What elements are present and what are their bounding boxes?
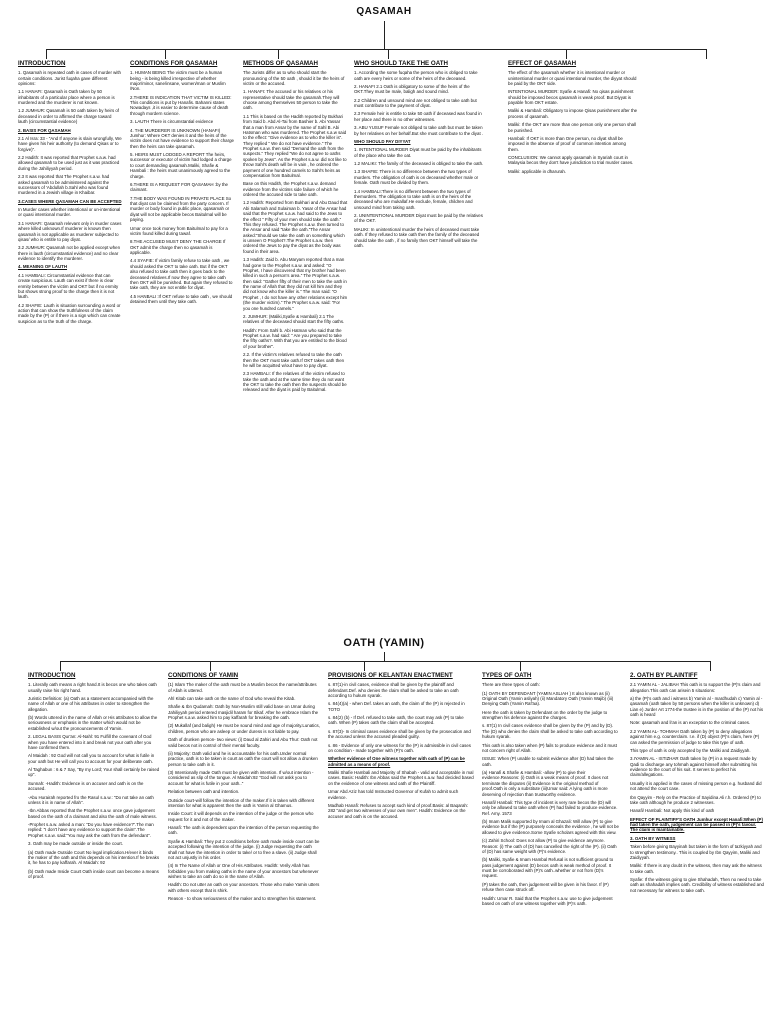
paragraph: 4.4 SYAFIE: If victim family refuse to take oath , we should asked the OKT to take oath. But if the OKT also refused to take oath then it goes back to the deceased relatives.If now they agree to take oath then OKT will be punished. But again they refused to take oath, they are not entitle for diyat. [130,258,233,291]
paragraph: 3.IYAMIN AL - ISTIZHAR Oath taken by (P) in a request made by Qadi to discharge any tohmah against himself after submitting his evidence to the court of his suit. It serves to perfect his claim/allegations. [630,756,758,778]
paragraph: 1.2 Hadith: Reported from Bukhari and Abu Daud that Abi Salamah and Sulaiman b. Yasar of the Ansar had said that the Prophet s.a.w. had said to the Jews to the effect " Fifty of your men should take the oath." This they refused. The Prophet s.a.w. then turned to the Ansar and said "take the oath."The Ansar asked:"Should we take the oath on something which is unseen O Prophet?.The Prophet s.a.w. then ordered the Jews to pay the diyat as the body was found in their area. [243,200,348,254]
paragraph: (a) Oath made Outside Court No legal implication.H/ever it binds the maker of the oath and this depends on his intention.If he breaks it, he has to pay kaffarah. Al Maidah: 92 [28,849,160,866]
paragraph: 2.3 It was reported that The Prophet s.a.w. had asked qasamah to be administered against the successors of 'Abdullah b.Sahl who was found murdered in a Jewish village in Khaibar. [18,174,110,196]
qasamah-introduction-column [18,60,122,620]
paragraph: 1. HUMAN BEING The victim must be a human being - is being killed irrespective of whether major/minor, sane/insane, women/man or Muslim /Non. [130,70,226,92]
paragraph: The effect of the qasamah whether it is intentional murder or unintentional murder or quasi intentional murder, the diyyat should be paid by the OKT side. [508,70,637,86]
paragraph: s. 84(2) (b) - If Def. refused to take oath, the court may ask (P) to take oath. When (P) takes oath the claim shall be accepted. [328,715,464,726]
paragraph: Ahl Kitab can take oath on the name of God who reveal the Kitab. [168,695,296,701]
paragraph: 1. Literally oath means a right hand.It is becos one who takes oath usually raise his right hand. [28,682,157,693]
column-heading: METHODS OF QASAMAH [243,60,318,67]
paragraph: s. 87(1) In civil cases evidence shall be given by the (P) and by (D). The (D) who denies the claim shall be asked to take oath according to hukum syarak. [482,723,618,740]
oath-introduction-column [28,672,160,1022]
paragraph: Maliki: If the OKT are more than one person only one person shall be punished. [508,122,637,133]
paragraph: Maliki & Hambali: Obligatory to impose Qisas punishment after the process of qasamah. [508,108,638,119]
paragraph: 1. HANAFI: The accused or his relatives or his representative should take the qasamah.They will choose among themselves 50 person to take the oath. [243,89,340,111]
bottom-drop-line [60,661,61,671]
paragraph: Hanafi/ Hanbali: This type of incident is very rare becos the (D) will only be allowed to take oath when (P) had failed to produce evidence. Ref. Amy. 1573 [482,799,618,816]
paragraph: Relation between oath and intention. [168,789,240,795]
paragraph: Maliki: If there is any doubt in the witness, then may ask the witness to take oath. [630,863,762,874]
paragraph: Hanafi: The oath is dependent upon the intention of the person requesting the oath. [168,825,319,836]
paragraph: Inside Court: it will depends on the intention of the judge or the person who request for it and not of the maker. [168,811,314,822]
paragraph: CONCLUSION: We cannot apply qasamah in Syariah court in Malaysia becos they don't have jurisdiction to trial murder cases. [508,155,634,166]
paragraph: 1.2 MALIKI: The family of the deceased is obliged to take the oath. [354,161,484,166]
paragraph: Hambali: If OKT is more than One person, no diyat shall be imposed in the absence of proof of common intention among them. [508,135,626,152]
paragraph: The Jurists differ as to who should start the pronouncing of the 50 oath , should it be the heirs of victim or the accused. [243,70,345,86]
who-should-take-oath-column [354,60,484,620]
paragraph: Taken before giving Bayyinah but taken in the form of tazkiyyah and to strengthen testimony.. This is coupled by Ibn Qayyim, Maliki and Zaidiyyah. [630,844,762,860]
paragraph: 2.3 Female heir is entitle to take 50 oath if deceased was found in her place and there is no other witnesses. [354,111,482,122]
paragraph: 2.3 HAMBALI: If the relatives of the victim refused to take the oath and at the same time they do not want the OKT to take the oath then the suspects should be released and the diyat is paid by Baitulmal. [243,371,347,393]
paragraph: Madhab Hanafi: Refuses to accept such kind of proof.Basis: al Baqarah: 282 "and get two witnesses of your own men". Hadith: Evidence on the accuser and oath is on the accused. [328,802,469,819]
paragraph: This oath is also taken when (P) fails to produce evidence and it must not concern right of Allah. [482,742,617,753]
paragraph: s. 84(4)(a) - when Def. takes an oath, the claim of the (P) is rejected in TOTO [328,701,465,712]
paragraph: (3) Intentionally made Oath must be given with intention. If w/out intention - considered as slip of the tongue. Al Maidah:92 "God will not askk you to account for what is futile in your oath.." [168,770,314,786]
paragraph: (b) Oath made Inside Court Oath inside court can become a means of proof. [28,868,159,879]
paragraph: INTENTIONAL MURDER: Syafie & Hanafi: No qisas punishment should be imposed becos qasamah is weak proof. But Diyyat is payable from OKT estate. [508,89,634,105]
paragraph: 4. THE MURDERER IS UNKNOWN (HANAFI) Jumhur: Where OKT denies it and the heirs of the victim does not have evidence to support their charge then the heirs can take qasamah. [130,127,234,149]
paragraph: Hanafi/ Hambali: Not apply this kind of oath [630,808,715,814]
subheading: 3.CASES WHERE QASAMAH CAN BE ACCEPTED [18,198,122,204]
paragraph: Ibn Qayyim - Rely on the Practice of Sayidina Ali r.h. Ordered (P) to take oath although he produce 2 witnesses. [630,794,761,805]
document-title-oath-yamin: OATH (YAMIN) [343,637,425,649]
column-heading: TYPES OF OATH [482,672,532,679]
column-heading: CONDITIONS FOR QASAMAH [130,60,218,67]
paragraph: 2.2 Children and unsound mind are not obliged to take oath but must contribute to the payment of diyat. [354,97,477,108]
effect-of-qasamah-column [508,60,638,620]
paragraph: 1. INTENTIONAL MURDER Diyat must be paid by the inhabitants of the place who take the oat. [354,147,482,158]
paragraph: 2. LEGAL BASIS Qur'an: Al-Nahl: 91 Fulfill the covenant of God when you have entered into it and break not your oath after you have confirmed them. [28,734,152,750]
top-drop-line [706,49,707,59]
paragraph: Maliki Shafie Hambali and Majority of Shabah - valid and acceptable in mal cases. Basis: Hadith: Ibn Abbas said the Prophet s.a.w. had decided based on the evidence of one witness and oath of the Plaintiff. [328,770,474,786]
paragraph: Maliki: applicable in dharurah. [508,168,567,174]
conditions-for-qasamah-column [130,60,234,620]
top-drop-line [566,49,567,59]
paragraph: Hadith: Umar R. Said that the Prophet s.a.w. use to give judgement based on oath of one witness together with (P)'s oath. [482,895,613,906]
paragraph: 2.THERE IS INDICATION THAT VICTIM IS KILLED: This conditions is put by Hanafis. Bahanni states Nowadays ,it is easier to determine cause of death through mordern science. [130,94,232,116]
paragraph: 3. ABU YUSUF Female not obliged to take oath but must be taken by her relatives on her behalf.But she must contribute to the diyat . [354,125,484,136]
paragraph: Note: qasamah and li'an is an exception to the criminal cases. [630,720,751,726]
paragraph: s. 87(1)-in civil cases, evidence shall be given by the plaintiff and defendant.Def. who denies the claim shall be asked to take an oath according to hukum syarak. [328,682,459,698]
paragraph: Umar Abd Aziz has told Instructed Governor of Kufah to admit such evidence. [328,789,459,800]
paragraph: 2.2 YAMIN AL- TOHMAH Oath taken by (P) to deny allegations against him e.g. counterclaim. I.e. if (D) object (P)'s claim, here (P) can asked the permission of judge to take this type of oath. [630,728,760,745]
paragraph: Usually it is applied in the cases of missing person e.g. husband did not attend the court case. [630,780,762,792]
paragraph: (b) Words uttered in the name of Allah or His attributes to allow the seriousness or emphasis in the matter which would not be established w/out the pronouncements of Yamin. [28,715,158,731]
bottom-drop-line [710,661,711,671]
paragraph: 2.2 Hadith: It was reported that Prophet s.a.w. had allowed qasamah to be used just as it was practiced during the Jahiliyyah period. [18,155,120,171]
paragraph: (b) Imam Malik supported by Imam al Ghazali: Will allow (P) to give evidence but if the (P) purposely conceals the evidence , he will not be allowed to give evidence.Some Syafie scholars agreed with this view. [482,819,619,835]
paragraph: Juristic Definition: (a) Oath as a statement accompanied with the name of Allah or one of his attributes in order to strengthen the allegation. [28,695,154,712]
paragraph: 3.2 JUMHUR: Qasamah not be applied except when there is lauth (circumstantial evidence) and no clear evidence to identify the murderer. [18,245,121,261]
paragraph: 8.THE ACCUSED MUST DENY THE CHARGE If OKT admit the charge then no qasamah is applicable. [130,239,226,255]
paragraph: (1) Islam The maker of the oath must be a Muslim becos the name/attributes of Allah is uttered. [168,682,317,693]
paragraph: 1.2 JUMHUR: Qasamah is 50 oath taken by heirs of deceased in order to affirmed the charge toward lauth (circumstantial evidence) [18,108,120,125]
paragraph: Umar once took money from Baitulmal to pay for a victim found killed during tawaf. [130,225,228,236]
paragraph: -Abu Hurairah reported fro the Rasul s.a.w.: "Do not take an oath unless it is in name of Allah". [28,794,154,805]
paragraph: 5. HEIRS MUST LODGED A REPORT The heirs, successor or executor of victim had lodged a charge to court demanding qasamah.Maliki, Shafie & Hambali : the heirs must unanimously agreed to the charge. [130,152,232,179]
column-heading: WHO SHOULD TAKE THE OATH [354,60,448,67]
paragraph: ISSUE: When (P) unable to submit evidence after (D) had taken the oath. [482,756,614,767]
paragraph: 3. Oath may be made outside or inside the court. [28,841,123,847]
conditions-of-yamin-column [168,672,320,1022]
top-drop-line [46,49,47,59]
paragraph: 2. UNINTENTIONAL MURDER Diyat must be paid by the relatives of the OKT. [354,213,483,224]
paragraph: Oath of drunken person- two views: (i) Daud al Zahiri and Abu Thur: Oath not valid becos not in control of their mental faculty. [168,737,318,748]
top-drop-line [388,49,389,59]
paragraph: (ii) Majority: Oath valid and he is accountable for his oath.Under normal practice, oath is to be taken in court as oath the court will not allow a drunken person to take oath in it. [168,750,318,767]
subheading: 2. BASIS FOR QASAMAH [18,127,71,133]
paragraph: This type of oath is only accepted by the Maliki and Zaidiyyah. [630,747,751,753]
paragraph: 4.1 HAMBALI: Circumstantial evidence that can create suspicious. Lauth can exist if there is clear enmity between the victim and OKT but if no enmity but shows strong proof to the charge then it is not lauth. [18,272,119,300]
paragraph: 2.2. If the victim's relatives refused to take the oath then the OKT must take oath.If OKT takes oath then he will be acquitted w/out have to pay diyat. [243,352,345,368]
paragraph: Shafie & Ibn Qudamah: Oath by Non-Muslim still valid base on Umar during Jahiliyyah period entered masjidil haram for Itikaf. After he embrace Islam the Prophet s.a.w. asked him to pay kaffarah for breaking the oath. [168,704,319,720]
paragraph: Whether evidence of One witness together with oath of (P) can be admitted as a means of proof. [328,756,465,767]
paragraph: There are three types of oath: [482,682,540,688]
paragraph: Sunnah: -Hadith: Evidence is on accuser and oath is on the accused. [28,780,144,792]
paragraph: 2.1 Al Isra: 33 - "And If anyone is slain wrongfully, We have given his heir authority (to demand Qisas or to forgive)". [18,135,122,152]
subheading: 3. OATH BY WITNESS [630,835,676,841]
paragraph: s. 87(3)- In criminal cases evidence shall be given by the prosecution and the accused unless the accused pleaded guilty. [328,728,471,740]
column-heading: CONDITIONS OF YAMIN [168,672,239,679]
paragraph: 1. Qasamah is repeated oath in cases of murder with certain conditions. Jurist fuqaha gave different opinions: [18,70,121,86]
column-heading: INTRODUCTION [28,672,76,679]
paragraph: 2. JUMHUR: (Maliki,Syafie & Hambali) 2.1 The relatives of the deceased should start the fifty oaths. [243,313,345,325]
paragraph: 2.1 YAMIN AL - JALIBAH This oath is to support the (P)'s claim and allegation.This oath can arisein 5 situations: [630,682,761,693]
top-drop-line [278,49,279,59]
paragraph: Syafie & Hambali: They put 2 conditions before oath made inside court can be accepted following the intention of the judge. (i) Judge requesting the oath shall not have the intention in order to take/ or to free a slave. (ii) Judge shall not act unjustly in his order. [168,838,320,860]
types-of-oath-column [482,672,620,1022]
paragraph: (b) Maliki, Syafie & Imam Hambal Refusal is not sufficient ground to pass judgement against (D) becos oath is weak method of proof. It must be corroborated with (P)'s oath..whether or not from (D)'s request. [482,857,614,879]
paragraph: -Ibn Abbas reported that the Prophet s.a.w. once gave judgement based on the oath of a claimant and also the oath of male witness. [28,808,157,819]
paragraph: 3.1 HANAFI: Qasamah relevant only in murder cases where killed unknown.If murderer is known then qasamah is not applicable as murderer subjected to qisas/ who is entitle to pay diyat. [18,220,122,242]
bottom-trunk-line [384,652,385,661]
bottom-drop-line [210,661,211,671]
paragraph: s. 86 - Evidence of only one witness for the (P) is admissible in civil cases on condition - made together with (P)'s oath. [328,742,472,753]
paragraph: Hadith: From Sahl b. Abi Hatman who said that the Prophet s.a.w. had said: " Are you prepared to take the fifty oaths?. With that you are entitled to the blood of your brother". [243,327,347,349]
paragraph: 1.1 This is based on the Hadith reported by Bukhari from Said b. Abd Al-Tai from Bashier b. Abi Yassar that a man from Ansar by the name of Sahl B. Abi Hatsman who was murdered. The Prophet s.a.w said to the effect: "Give evidence as to who the killer is". They replied " We do not have evidence." The Prophet s.a.w. then said "Demand the oath from the suspects." They replied "We do not agree to oaths spoken by Jews". As the Prophet s.a.w. did not like to throw Sahl's death will be in vain , he ordered the payment of one hundred camels to Sahl's heirs as compensation from Baitulmal. [243,113,347,178]
paragraph: Reason - to show seriousness of the maker and to strengthen his statement. [168,896,317,902]
paragraph: (c) Zahiri School: Does not allow (P) to give evidence anymore. Reason: (i) The oath of (D) has cancelled the right of the (P). (ii) Oath of (D) has same weight with (P)'s evidence. [482,838,617,854]
paragraph: (1) OATH BY DEFENDANT (YAMIN ASLIAH ) It also known as (ii) Original Oath (Yamin asliyah) (ii) Mandatory Oath (Yamin Wajib) (iii) Denying Oath (Yamin Raf'aa). [482,690,614,707]
column-heading: INTRODUCTION [18,60,66,67]
paragraph: 4.2 SHAFIE: Lauth is situation surrounding a word or action that can show the truthfulness of the claim made by the (P) or if there is a sign which can create suspicion as to the truth of the charge. [18,302,121,324]
paragraph: 1.1 HANAFI: Qasamah is Oath taken by 50 inhabitants of a particular place where a person is murdered and the murderer is not known. [18,89,115,105]
subheading: 4. MEANING OF LAUTH [18,264,68,270]
paragraph: 6.THERE IS A REQUEST FOR QASAMAH :by the claimant. [130,181,229,193]
paragraph: In Murder cases whether intentional or un-intentional or quasi intentional murder. [18,207,121,218]
paragraph: 3. LAUTH There is circumstantial evidence [130,119,214,125]
paragraph: 1. According the some fuqaha the person who is obliged to take oath are every heirs or some of the heirs of the deceased. [354,70,478,81]
paragraph: a) the (P)'s oath and i witness b) Yamin al - mardhudah c) Yamin al - qasamah (oath taken by 50 persons when the killer is unknown) d) Lian e) Jurder Art 1774-the trustee is in the position of the (P) not his oath is heard [630,695,764,717]
document-title-qasamah: QASAMAH [356,6,412,17]
paragraph: MALIKI: In unintentional murder the heirs of deceased must take oath. If they refused to take oath then the family of the deceased should take the oath , if no family then OKT himself will take the oath. [354,226,480,248]
subheading: WHO SHOULD PAY DIYYAT [354,138,411,144]
subheading: EFFECT OF PLAINTIFF'S OATH Jumhur except Hanafi:When (P) had taken the oath, judgement can be passed in (P)'s favour. The claim is maintainable. [630,816,763,833]
oath-by-plaintiff-column [630,672,764,1022]
column-heading: 2. OATH BY PLAINTIFF [630,672,698,679]
bottom-drop-line [520,661,521,671]
paragraph: Hadith: Do not utter an oath on your ancestors. Those who make Yamin utters with others except that is shirk. [168,882,320,893]
kelantan-enactment-column [328,672,474,1022]
paragraph: 1.4 HAMBALI:There is no different between the two types of themurders. The obligation to take oath is on the heirs of the deceased who are mukallaf.He exclude, female, children and unsound mind from taking oath. [354,188,473,210]
top-branch-line [46,49,706,50]
paragraph: Outside court-will follow the intention of the maker.If it is taken with different intention for what is apparent then the oath is Yamin al Ghamus. [168,797,315,808]
paragraph: 4.5 HANBALI :If OKT refuse to take oath , we should detained them until they take oath. [130,293,233,304]
paragraph: 1.3 SHAFIE: There is no difference between the two types of murders. The obligation of oath is on deceased whether male or female. Oath must be divided by them. [354,169,479,186]
paragraph: Al Taghabun : 6 & 7 Say, "By my Lord; Your shall certainly be raised up". [28,767,160,778]
bottom-branch-line [60,661,710,662]
bottom-drop-line [364,661,365,671]
paragraph: (P) takes the oath, then judgement will be given in his favor. If (P) refuse then case struck off. [482,881,609,893]
paragraph: (4) In The Name of Allah or One of His Attributes. Hadith: Verily Allah has forbidden you from making oaths in the name of your ancestors but whenever wishes to take an oath do so in the name of Allah. [168,863,319,879]
paragraph: (2) Mukallaf (and baligh) He must be sound mind and age of majority.Lunatics, children, person who are asleep or under duress is not liable to pay. [168,723,320,734]
paragraph: -Prophet s.a.w. asked a man: "Do you have evidence?".The man replied: "I don't have any evidence to support the claim".The Prophet s.a.w. said:"You may ask the oath from the defendant". [28,822,154,838]
paragraph: Syafie: If the witness going to give Shahadah, Then no need to take oath as shahadah implies oath. Credibility of witness established and not necessary for witness to take oath. [630,877,764,893]
paragraph: Al Maidah : 92 God will not call you to account for what is futile in your oath but He will call you to account for your deliberate oath. [28,753,155,764]
paragraph: Here the oath is taken by Defendant on the order by the judge to strengthen his defence against the charges. [482,709,608,720]
paragraph: 1.3 Hadith: Zaid b. Abu Maryam reported that a man had gone to the Prophet s.a.w. and asked: "O Prophet, I have discovered that my brother had been killed in such a person's area." The Prophet s.a.w. then said: "Gather fifty of their men to take the oath in the name of Allah that they did not kill him and they did not know who the killer is." The man said: "O Prophet , I do not have any other relations except him (the murder victim)." The Prophet s.a.w. said: "For you one hundred camels." [243,257,348,311]
paragraph: 7.THE BODY WAS FOUND IN PRIVATE PLACE So that diyat can be claimed from the party concern. If murder or body found in public place, qqasamah or diyat will not be applicable becos Baitulmal will be paying. [130,195,232,223]
column-heading: PROVISIONS OF KELANTAN ENACTMENT [328,672,453,679]
column-heading: EFFECT OF QASAMAH [508,60,577,67]
paragraph: Base on this Hadith, the Prophet s.a.w. demand evidence from the victims side failure of which he ordered the accused side to take oath. [243,181,339,197]
top-trunk-line [384,21,385,49]
top-drop-line [165,49,166,59]
paragraph: 2. HANAFI 2.1 Oath is obligatory to some of the heirs of the OKT.They must be male, baligh and sound mind. [354,83,470,95]
methods-of-qasamah-column [243,60,348,620]
paragraph: (a) Hanafi & Shafie & Hambali: -allow (P) to give their evidence.Reasons: (i) Oath is a weak means of proof. It does not terminate the disputes (ii) Evidence is the original method of proof.Oath is only a substitute (iii)Umar said: A lying oath is more deserving of rejection than trustworthy evidence. [482,770,609,797]
